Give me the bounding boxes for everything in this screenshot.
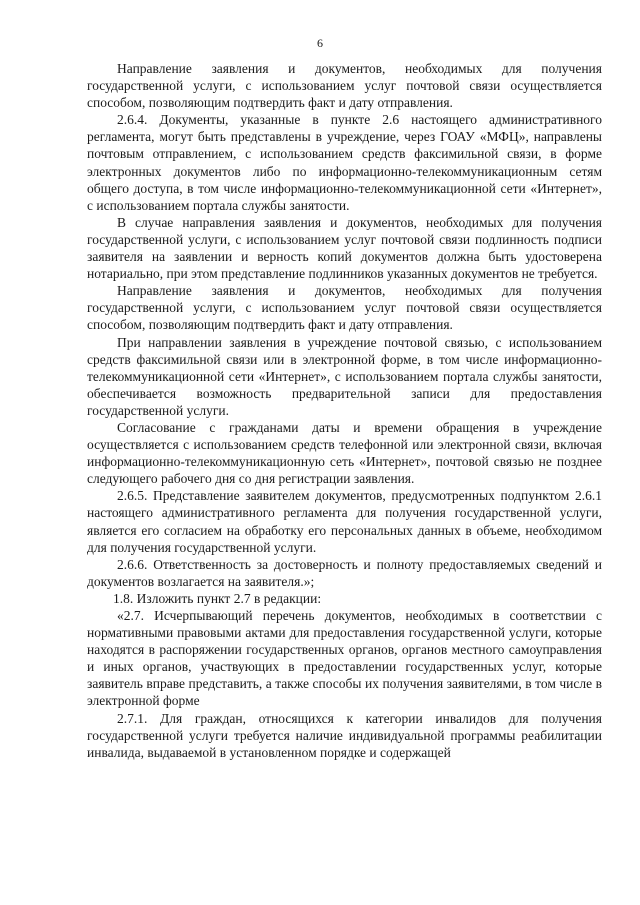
paragraph-postal-submission-repeat: Направление заявления и документов, необходимых для получения государственной услуги, с использованием услуг почтовой связи осуществляется способом, позволяющим подтвердить факт и дату отправления. bbox=[87, 283, 602, 333]
paragraph-date-agreement: Согласование с гражданами даты и времени обращения в учреждение осуществляется с использованием средств телефонной или электронной связи, включая информационно-телекоммуникационную сеть «Интернет», почтовой связью не позднее следующего рабочего дня со дня регистрации заявления. bbox=[87, 419, 602, 487]
paragraph-notarial-certification: В случае направления заявления и документов, необходимых для получения государственной услуги, с использованием услуг почтовой связи подлинность подписи заявителя на заявлении и верность копий документов должна быть удостоверена нотариально, при этом представление подлинников указанных документов не требуется. bbox=[87, 214, 602, 282]
document-body bbox=[87, 60, 602, 761]
paragraph-2-7: «2.7. Исчерпывающий перечень документов, необходимых в соответствии с нормативными правовыми актами для предоставления государственной услуги, которые находятся в распоряжении государственных органов, органов местного самоуправления и иных органов, участвующих в предоставлении государственных услуг, которые заявитель вправе представить, а также способы их получения заявителями, в том числе в электронной форме bbox=[87, 608, 602, 709]
paragraph-preliminary-appointment: При направлении заявления в учреждение почтовой связью, с использованием средств факсимильной связи или в электронной форме, в том числе информационно-телекоммуникационной сети «Интернет», с использованием портала службы занятости, обеспечивается возможность предварительной записи для предоставления государственной услуги. bbox=[87, 334, 602, 418]
paragraph-postal-submission: Направление заявления и документов, необходимых для получения государственной услуги, с использованием услуг почтовой связи осуществляется способом, позволяющим подтвердить факт и дату отправления. bbox=[87, 61, 602, 111]
paragraph-2-6-5: 2.6.5. Представление заявителем документов, предусмотренных подпунктом 2.6.1 настоящего административного регламента для получения государственной услуги, является его согласием на обработку его персональных данных в объеме, необходимом для получения государственной услуги. bbox=[87, 488, 602, 555]
page-number: 6 bbox=[317, 36, 323, 50]
paragraph-2-6-6: 2.6.6. Ответственность за достоверность и полноту предоставляемых сведений и документов возлагается на заявителя.»; bbox=[87, 556, 602, 589]
paragraph-1-8: 1.8. Изложить пункт 2.7 в редакции: bbox=[113, 590, 322, 606]
paragraph-2-7-1: 2.7.1. Для граждан, относящихся к категории инвалидов для получения государственной услуги требуется наличие индивидуальной программы реабилитации инвалида, выдаваемой в установленном порядке и содержащей bbox=[87, 710, 602, 760]
paragraph-2-6-4: 2.6.4. Документы, указанные в пункте 2.6 настоящего административного регламента, могут быть представлены в учреждение, через ГОАУ «МФЦ», направлены почтовым отправлением, с использованием средств факсимильной связи, в форме электронных документов либо по информационно-телекоммуникационным сетям общего доступа, в том числе информационно-телекоммуникационной сети «Интернет», с использованием портала службы занятости. bbox=[87, 112, 602, 213]
